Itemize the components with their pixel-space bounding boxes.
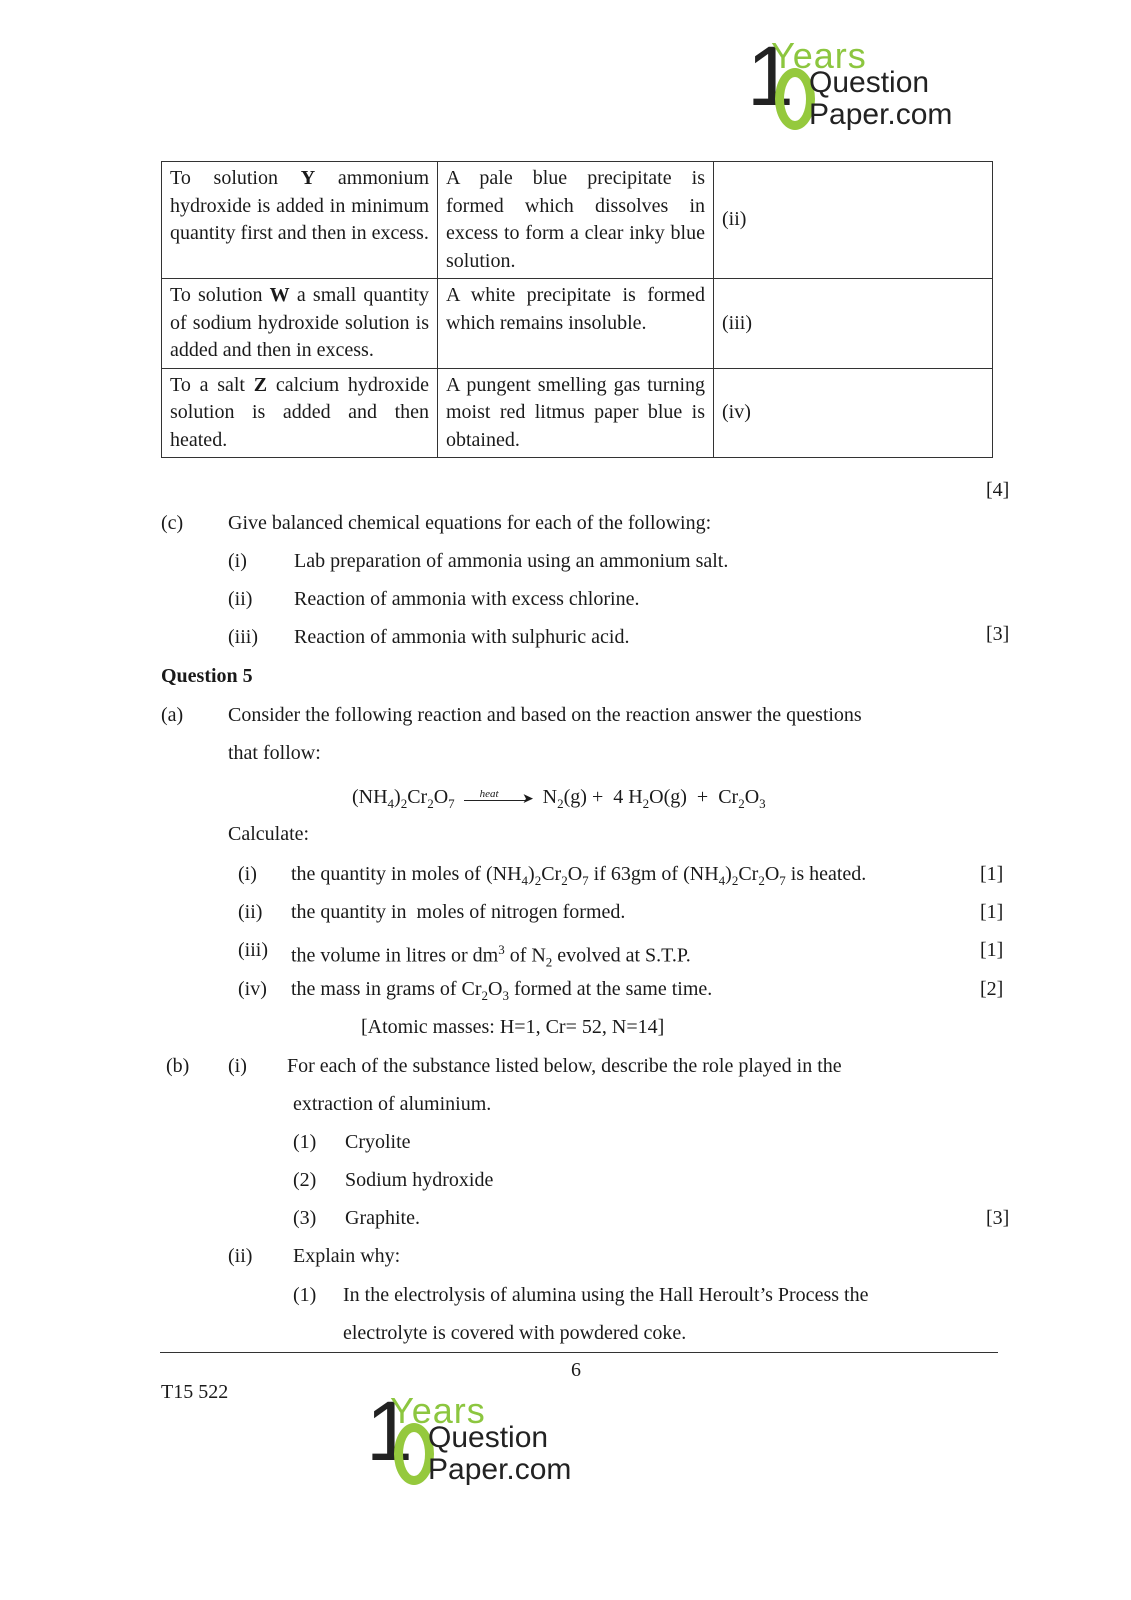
substance-num: (1) [293, 1131, 317, 1153]
substance-num: (2) [293, 1169, 317, 1191]
test-cell: To solution W a small quantity of sodium hydroxide solution is added and then in excess. [162, 279, 438, 369]
q5b-i-num: (i) [228, 1055, 247, 1077]
test-cell: To solution Y ammonium hydroxide is added in minimum quantity first and then in excess. [162, 162, 438, 279]
q5a-item-text: the mass in grams of $Cr_2O_3$ formed at the same time. [291, 978, 713, 1003]
q5a-item-num: (iv) [238, 978, 267, 1000]
atomic-masses: [Atomic masses: H=1, Cr= 52, N=14] [361, 1016, 665, 1038]
observation-cell: A pale blue precipitate is formed which dissolves in excess to form a clear inky blue solution. [438, 162, 714, 279]
q5a-item-num: (ii) [238, 901, 263, 923]
table-row [162, 279, 993, 369]
reaction-arrow-icon: heat ➤ [464, 788, 534, 808]
answer-cell: (iii) [714, 279, 993, 369]
q5a-item-marks: [1] [980, 939, 1004, 961]
logo-paper: Paper.com [809, 98, 953, 131]
q5a-stem-line2: that follow: [228, 742, 321, 764]
part-c-item-text: Lab preparation of ammonia using an ammonium salt. [294, 550, 729, 572]
question-heading: Question 5 [161, 665, 253, 687]
q5b-i-line2: extraction of aluminium. [293, 1093, 492, 1115]
part-c-item-text: Reaction of ammonia with excess chlorine. [294, 588, 640, 610]
site-logo-top [747, 29, 967, 140]
q5a-item-num: (i) [238, 863, 257, 885]
substance-text: Cryolite [345, 1131, 411, 1153]
observation-cell: A pungent smelling gas turning moist red litmus paper blue is obtained. [438, 368, 714, 458]
footer-rule [160, 1352, 998, 1353]
part-c-item-num: (ii) [228, 588, 253, 610]
q5a-stem-line1: Consider the following reaction and based on the reaction answer the questions [228, 704, 862, 726]
logo-years: Years [771, 35, 867, 76]
substance-text: Graphite. [345, 1207, 420, 1229]
logo-question: Question [428, 1421, 549, 1454]
observation-table [161, 161, 993, 458]
substance-num: (3) [293, 1207, 317, 1229]
q5a-item-num: (iii) [238, 939, 268, 961]
q5a-item-marks: [1] [980, 863, 1004, 885]
logo-question: Question [809, 66, 930, 99]
table-marks: [4] [986, 479, 1010, 501]
observation-cell: A white precipitate is formed which remains insoluble. [438, 279, 714, 369]
q5a-label: (a) [161, 704, 184, 726]
q5b-ii-item-line1: In the electrolysis of alumina using the Hall Heroult’s Process the [343, 1284, 869, 1306]
test-cell: To a salt Z calcium hydroxide solution is added and then heated. [162, 368, 438, 458]
logo-paper: Paper.com [428, 1453, 572, 1486]
answer-cell: (ii) [714, 162, 993, 279]
q5a-item-text: the volume in litres or $dm^3$ of $N_2$ evolved at S.T.P. [291, 942, 691, 970]
part-c-label: (c) [161, 512, 184, 534]
paper-code: T15 522 [161, 1381, 229, 1403]
part-c-stem: Give balanced chemical equations for each of the following: [228, 512, 712, 534]
q5b-i-line1: For each of the substance listed below, describe the role played in the [287, 1055, 842, 1077]
page-number: 6 [571, 1359, 581, 1381]
q5a-item-text: the quantity in moles of nitrogen formed. [291, 901, 626, 923]
part-c-item-text: Reaction of ammonia with sulphuric acid. [294, 626, 630, 648]
part-c-marks: [3] [986, 623, 1010, 645]
table-row [162, 368, 993, 458]
q5b-ii-text: Explain why: [293, 1245, 401, 1267]
q5b-marks: [3] [986, 1207, 1010, 1229]
reaction-equation: $(NH_4)_2Cr_2O_7$ heat ➤ $N_2(g) + 4$ $H_2O(g) + Cr_2O_3$ [352, 786, 766, 811]
part-c-item-num: (iii) [228, 626, 258, 648]
calculate-label: Calculate: [228, 823, 310, 845]
q5a-item-text: the quantity in moles of $(NH_4)_2Cr_2O_7$ if 63gm of $(NH_4)_2Cr_2O_7$ is heated. [291, 863, 867, 888]
table-row [162, 162, 993, 279]
logo-years: Years [390, 1390, 486, 1431]
answer-cell: (iv) [714, 368, 993, 458]
logo-digit: 1 [747, 29, 794, 123]
q5b-ii-num: (ii) [228, 1245, 253, 1267]
q5a-item-marks: [2] [980, 978, 1004, 1000]
q5a-item-marks: [1] [980, 901, 1004, 923]
logo-digit: 1 [366, 1384, 413, 1478]
q5b-label: (b) [166, 1055, 190, 1077]
site-logo-bottom [366, 1384, 586, 1495]
part-c-item-num: (i) [228, 550, 247, 572]
substance-text: Sodium hydroxide [345, 1169, 494, 1191]
q5b-ii-item-line2: electrolyte is covered with powdered coke. [343, 1322, 687, 1344]
q5b-ii-item-num: (1) [293, 1284, 317, 1306]
